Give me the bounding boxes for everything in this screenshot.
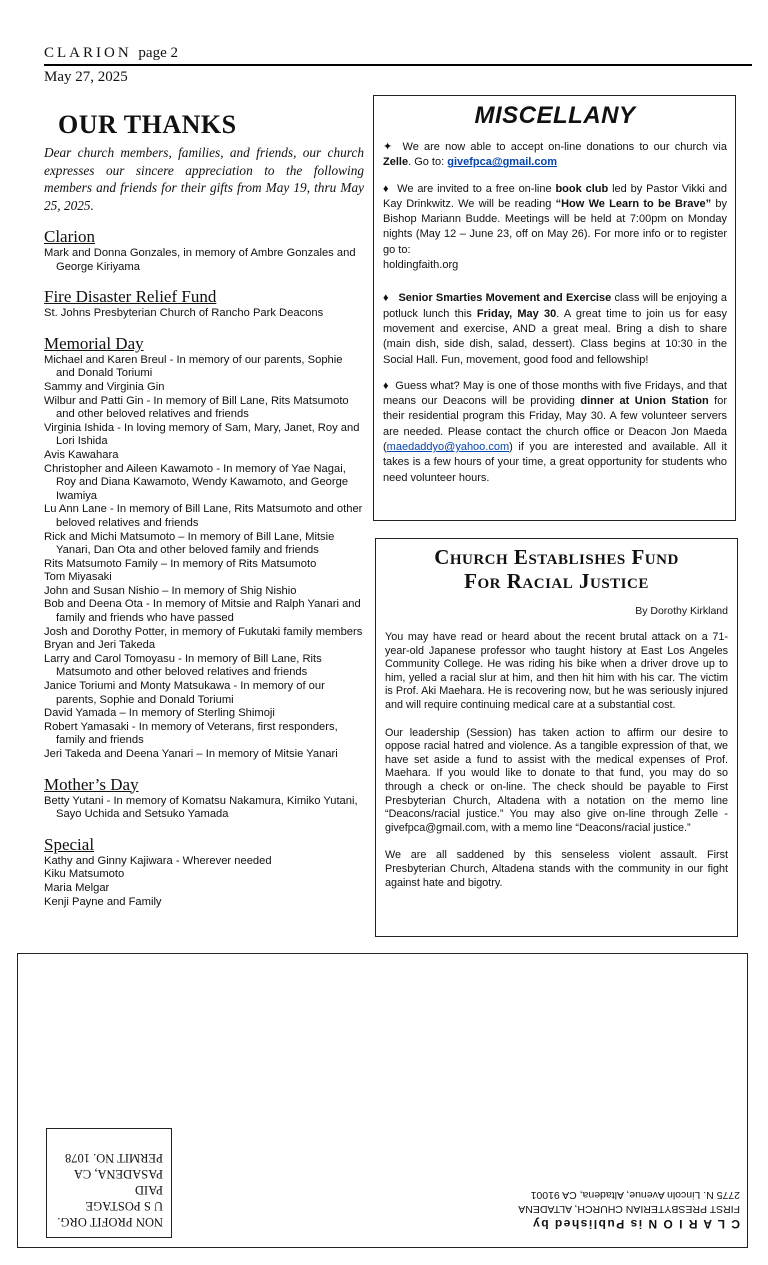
thanks-section-heading: Clarion [44,227,95,246]
donor-entry: Jeri Takeda and Deena Yanari – In memory of Mitsie Yanari [44,748,338,760]
paper-name: CLARION [44,45,132,61]
donor-entry: Bryan and Jeri Takeda [44,639,156,652]
donor-entry: Betty Yutani - In memory of Komatsu Nakamura, Kimiko Yutani, Sayo Uchida and Setsuko Yamada [44,794,358,821]
donor-entry: Rits Matsumoto Family – In memory of Rits Matsumoto [44,557,317,570]
donor-entry: John and Susan Nishio – In memory of Shig Nishio [44,584,297,597]
fund-byline: By Dorothy Kirkland [635,605,728,617]
donor-entry: Kenji Payne and Family [44,895,162,908]
donor-entry: Maria Melgar [44,881,110,894]
masthead-rule [44,64,752,66]
our-thanks-title: OUR THANKS [58,110,237,139]
donor-entry: St. Johns Presbyterian Church of Rancho Park Deacons [44,307,324,320]
fridays-text-2: for their residential program this Friday, May 30. A few volunteer servers are needed. Please contact the church office or Deacon Jon Maeda ( [383,395,727,454]
thanks-sections [44,227,364,909]
donor-entry: Christopher and Aileen Kawamoto - In memory of Yae Nagai, Roy and Diana Kawamoto, Wendy Kawamoto, and George Iwamiya [44,462,349,502]
five-fridays-item [383,379,727,486]
book-club-text-1: We are invited to a free on-line [397,182,556,195]
fund-paragraph: We are all saddened by this senseless violent assault. First Presbyterian Church, Altadena stands with the community in our fight against hate and bigotry. [385,849,728,889]
fund-title-line-1: Church Establishes Fund [434,545,679,569]
donor-entry: Josh and Dorothy Potter, in memory of Fukutaki family members [44,625,363,638]
page-label: page 2 [138,45,178,61]
return-address [480,1188,740,1232]
diamond-bullet-icon: ♦ [383,379,389,392]
church-name-line: FIRST PRESBYTERIAN CHURCH, ALTADENA [518,1203,740,1215]
senior-smarties-item [383,291,727,367]
donor-entry: Janice Toriumi and Monty Matsukawa - In memory of our parents, Sophie and Donald Toriumi [44,680,325,706]
donor-entry: David Yamada – In memory of Sterling Shimoji [44,707,275,720]
fridays-text-3: ) if you are interested and available. All it takes is a few hours of your time, a great opportunity for students who need volunteer hours. [383,441,727,484]
zelle-goto: . Go to: [408,156,448,169]
issue-date: May 27, 2025 [44,69,128,85]
book-club-bold: book club [555,182,609,195]
donor-entry: Wilbur and Patti Gin - In memory of Bill Lane, Rits Matsumoto and other beloved relatives and friends [44,394,349,421]
racial-justice-fund-box [375,538,738,937]
miscellany-title: MISCELLANY [474,102,636,129]
givefpca-email-link[interactable]: givefpca@gmail.com [447,156,557,169]
thanks-section [44,287,364,321]
donor-entry: Larry and Carol Tomoyasu - In memory of Bill Lane, Rits Matsumoto and other beloved relatives and friends [44,652,322,679]
zelle-text: We are now able to accept on-line donations to our church via [402,141,727,153]
permit-line: NON PROFIT ORG. [57,1215,163,1229]
senior-smarties-text-2: . A great time to join us for easy movement and exercise, AND a great meal. Bring a dish to share (main dish, side dish, salad, dessert). Class begins at 10:30 in the Social Hall. Fun, movement, good food and fellowship! [383,307,728,366]
our-thanks-intro: Dear church members, families, and friends, our church expresses our sincere appreciation to the following members and friends for their gifts from May 19, thru May 25, 2025. [44,145,364,213]
diamond-bullet-icon: ♦ [383,292,389,305]
diamond-bullet-icon: ♦ [383,182,390,195]
permit-line: PASADENA, CA [73,1167,163,1181]
fund-paragraph: Our leadership (Session) has taken action to affirm our desire to oppose racial hatred and violence. As a tangible expression of that, we have set aside a fund to assist with the medical expenses of Prof. Maehara. If you would like to donate to that fund, you may do so through a check or on-line. The check should be payable to First Presbyterian Church, Altadena with a notation on the memo line “Deacons/racial justice.” You may also give on-line through Zelle - givefpca@gmail.com, with a memo line “Deacons/racial justice.” [385,726,728,834]
book-title: “How We Learn to be Brave” [555,197,712,210]
thanks-section [44,835,364,909]
thanks-section-heading: Memorial Day [44,333,144,353]
book-club-text-2: led by Pastor Vikki and Kay Drinkwitz. We will be reading [383,182,727,210]
maedaddyo-email-link[interactable]: maedaddyo@yahoo.com [386,441,510,454]
postage-permit-box [46,1128,172,1238]
donor-entry: Kathy and Ginny Kajiwara - Wherever needed [44,854,272,867]
fridays-text-1: Guess what? May is one of those months with five Fridays, and that means our Deacons will be providing [383,379,727,408]
thanks-section [44,775,364,822]
masthead [44,44,752,86]
fund-title-line-2: For Racial Justice [464,569,649,593]
thanks-section [44,227,364,274]
miscellany-box [373,95,736,521]
church-address-line: 2775 N. Lincoln Avenue, Altadena, CA 91001 [530,1189,740,1201]
permit-line: PAID [134,1183,163,1197]
zelle-item [383,140,727,171]
holdingfaith-site: holdingfaith.org [383,259,459,272]
thanks-section-heading: Fire Disaster Relief Fund [44,287,217,307]
book-club-text-3: by Bishop Mariann Budde. Meetings will be held at 7:00pm on Monday nights (May 12 – June 23, off on May 26). For more info or to register go to: [383,197,727,256]
zelle-bold: Zelle [383,156,409,169]
union-station-bold: dinner at Union Station [580,395,709,408]
donor-entry: Robert Yamasaki - In memory of Veterans, first responders, family and friends [44,720,338,747]
masthead-line [44,44,752,62]
fund-paragraph: You may have read or heard about the recent brutal attack on a 71-year-old Japanese professor who taught history at East Los Angeles Community College. He was riding his bike when a driver drove up to him, yelled a racial slur at him, and then hit him with his car. The victim is Prof. Aki Maehara. He is recovering now, but he was seriously injured and will require continuing medical care at a substantial cost. [385,631,728,711]
donor-entry: Sammy and Virginia Gin [44,380,165,393]
senior-smarties-date: Friday, May 30 [476,307,557,320]
thanks-section [44,334,364,762]
publisher-line: C L A R I O N is Published by [531,1217,740,1231]
our-thanks-column [44,110,364,909]
donor-entry: Avis Kawahara [44,448,119,461]
donor-entry: Kiku Matsumoto [44,868,125,881]
permit-line: PERMIT NO. 1078 [64,1151,163,1165]
donor-entry: Michael and Karen Breul - In memory of our parents, Sophie and Donald Toriumi [44,353,343,380]
donor-entry: Virginia Ishida - In loving memory of Sam, Mary, Janet, Roy and Lori Ishida [44,421,360,448]
book-club-item [383,182,727,274]
senior-smarties-bold: Senior Smarties Movement and Exercise [398,292,612,305]
star-bullet-icon: ✦ [383,141,393,153]
thanks-section-heading: Special [44,834,95,854]
donor-entry: Bob and Deena Ota - In memory of Mitsie and Ralph Yanari and family and friends who have passed [44,598,361,625]
senior-smarties-text-1: class will be enjoying a potluck lunch this [383,292,727,320]
donor-entry: Mark and Donna Gonzales, in memory of Ambre Gonzales and George Kiriyama [44,247,356,273]
donor-entry: Tom Miyasaki [44,571,112,584]
donor-entry: Lu Ann Lane - In memory of Bill Lane, Rits Matsumoto and other beloved relatives and friends [44,503,363,529]
donor-entry: Rick and Michi Matsumoto – In memory of Bill Lane, Mitsie Yanari, Dan Ota and other beloved family and friends [44,530,335,557]
permit-line: U S POSTAGE [85,1199,163,1213]
thanks-section-heading: Mother’s Day [44,774,139,794]
